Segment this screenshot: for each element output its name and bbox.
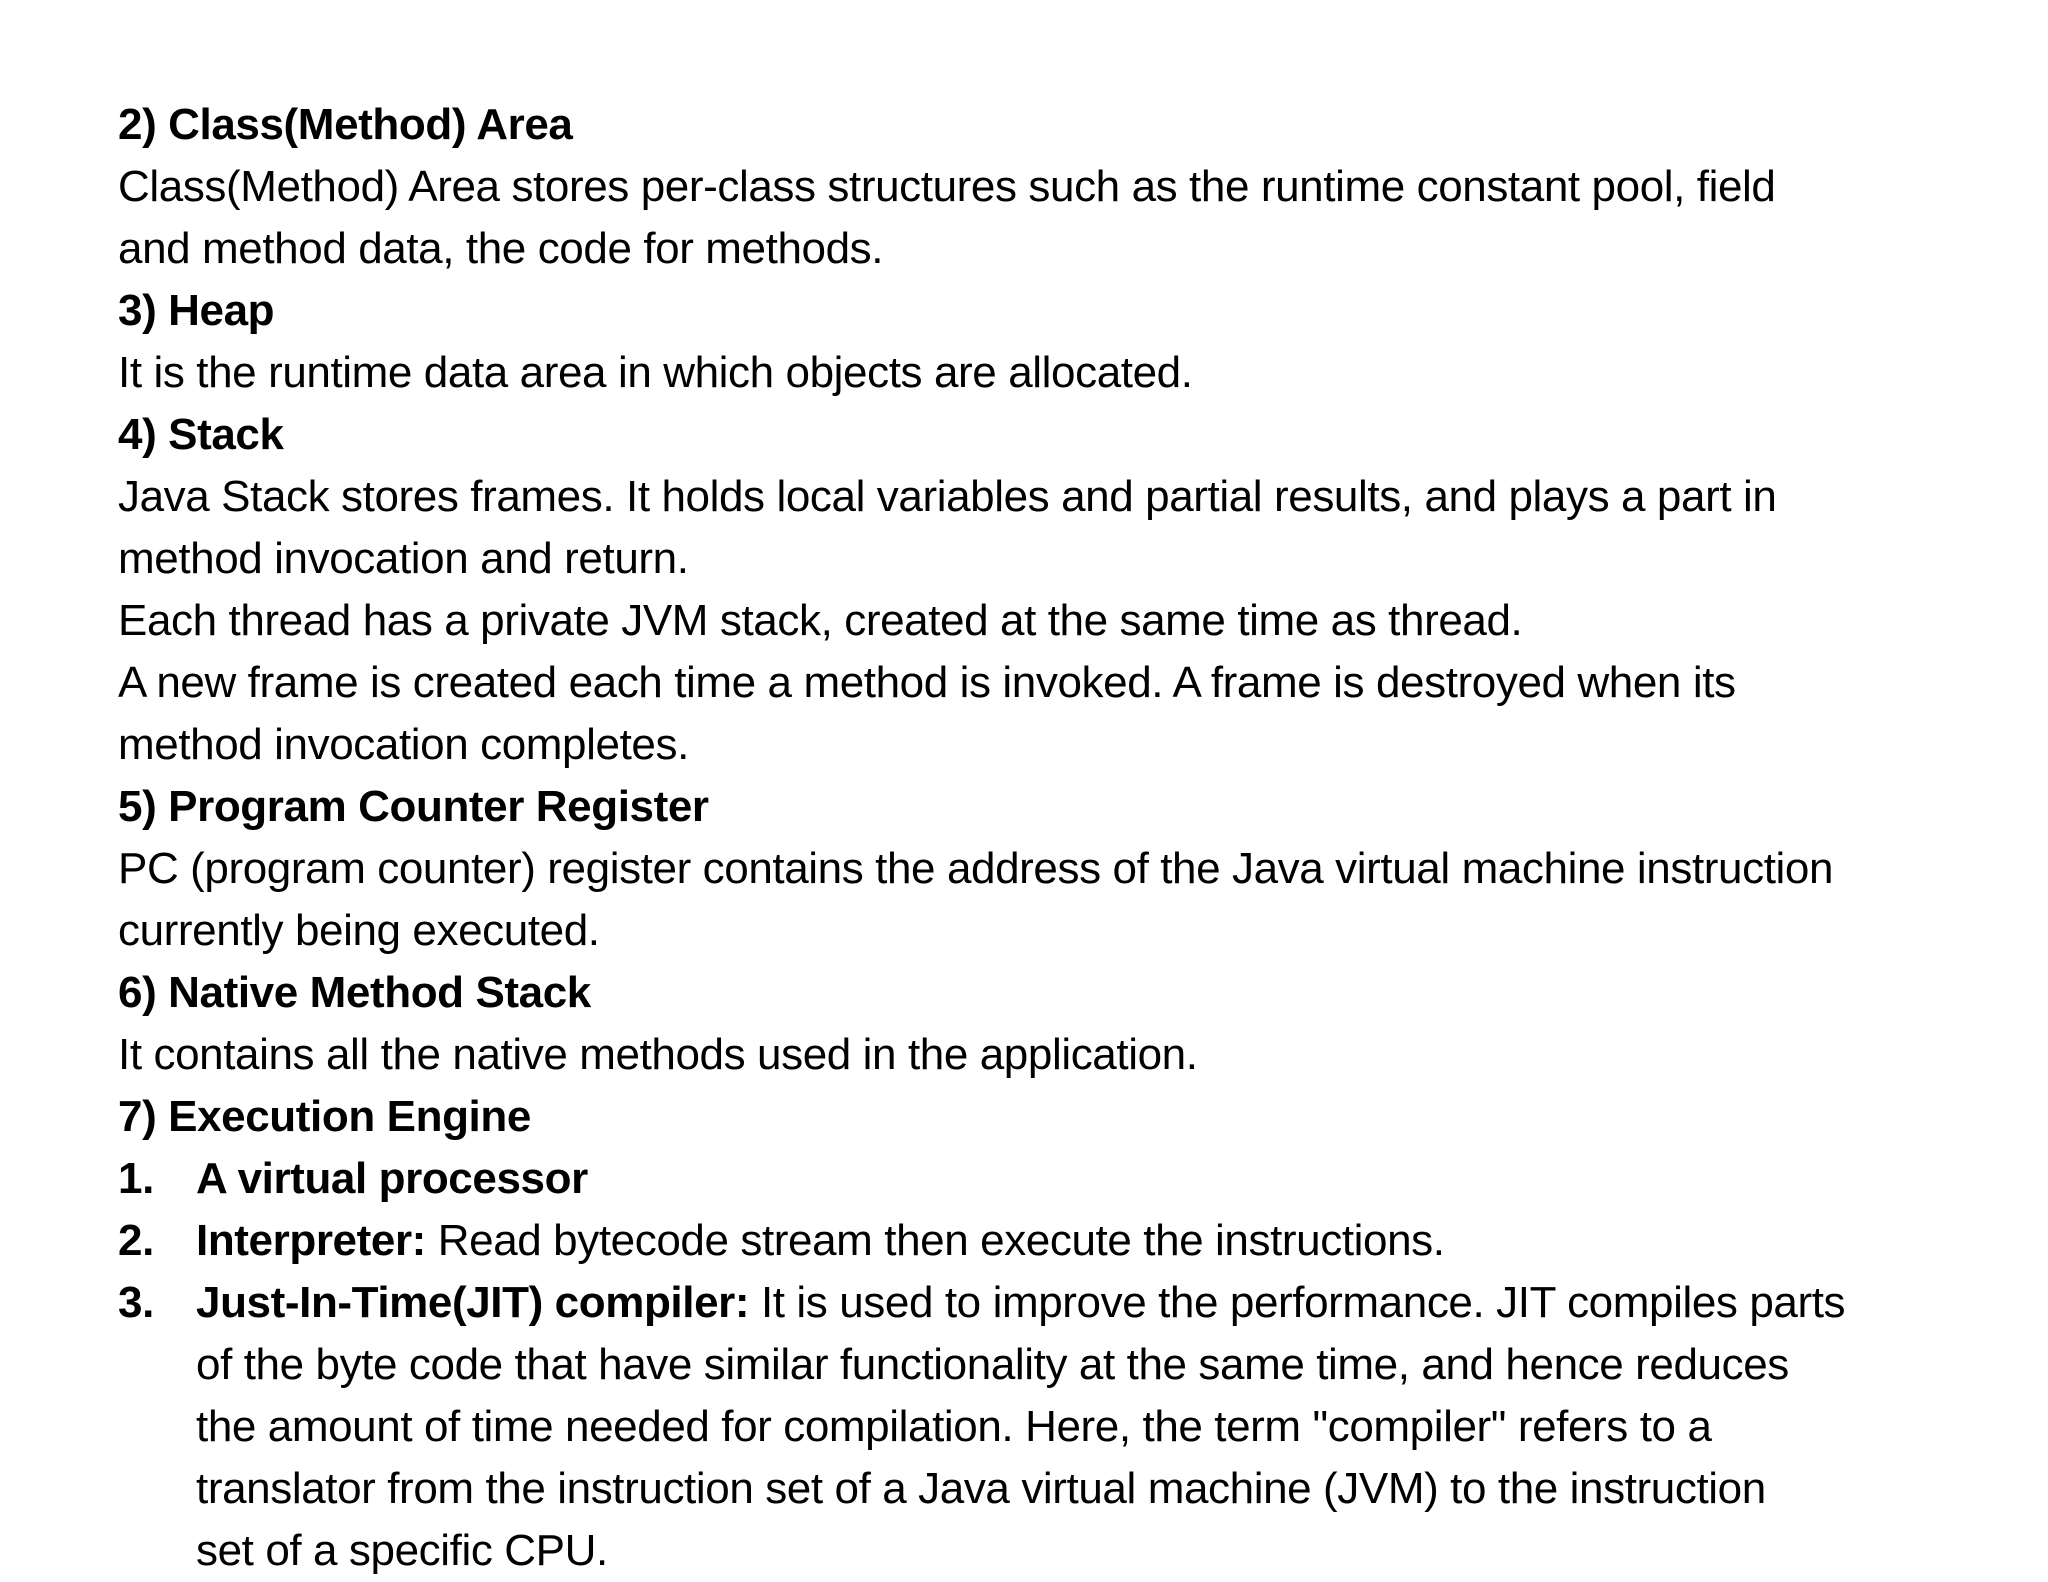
list-item-text: It is used to improve the performance. JIT compiles parts: [749, 1278, 1846, 1327]
list-item-term: Interpreter:: [196, 1216, 426, 1265]
paragraph-line: method invocation completes.: [118, 720, 689, 769]
paragraph-line: and method data, the code for methods.: [118, 224, 884, 273]
section-heading-6-native-method-stack: 6) Native Method Stack: [118, 968, 591, 1017]
paragraph-line: Class(Method) Area stores per-class structures such as the runtime constant pool, field: [118, 162, 1776, 211]
paragraph-line: PC (program counter) register contains the address of the Java virtual machine instruction: [118, 844, 1834, 893]
paragraph-line: currently being executed.: [118, 906, 600, 955]
execution-engine-list: [118, 1148, 1998, 1582]
list-item-first-line: [196, 1148, 1998, 1210]
list-item-continuation-line: the amount of time needed for compilation. Here, the term "compiler" refers to a: [196, 1402, 1712, 1451]
list-item: [118, 1210, 1998, 1272]
section-heading-4-stack: 4) Stack: [118, 410, 284, 459]
list-item-body: [196, 1210, 1998, 1272]
section-heading-5-program-counter-register: 5) Program Counter Register: [118, 782, 709, 831]
list-item-continuation-line: translator from the instruction set of a Java virtual machine (JVM) to the instruction: [196, 1464, 1766, 1513]
list-item-body: [196, 1148, 1998, 1210]
document-sections: [118, 94, 1998, 1148]
section-heading-7-execution-engine: 7) Execution Engine: [118, 1092, 531, 1141]
paragraph-line: It is the runtime data area in which objects are allocated.: [118, 348, 1193, 397]
list-item-term: Just-In-Time(JIT) compiler:: [196, 1278, 750, 1327]
list-item: [118, 1148, 1998, 1210]
list-item-first-line: [196, 1210, 1998, 1272]
list-item: [118, 1272, 1998, 1582]
section-heading-3-heap: 3) Heap: [118, 286, 275, 335]
section-heading-2-class-method-area: 2) Class(Method) Area: [118, 100, 573, 149]
list-item-number: 1.: [118, 1154, 154, 1203]
list-item-term: A virtual processor: [196, 1154, 588, 1203]
list-item-first-line: [196, 1272, 1998, 1334]
list-item-text: Read bytecode stream then execute the instructions.: [425, 1216, 1445, 1265]
paragraph-line: A new frame is created each time a method is invoked. A frame is destroyed when its: [118, 658, 1736, 707]
list-item-continuation-line: of the byte code that have similar functionality at the same time, and hence reduces: [196, 1340, 1789, 1389]
list-item-number: 3.: [118, 1278, 154, 1327]
list-item-continuation-line: set of a specific CPU.: [196, 1526, 608, 1575]
paragraph-line: Each thread has a private JVM stack, created at the same time as thread.: [118, 596, 1523, 645]
list-item-body: [196, 1272, 1998, 1582]
list-item-number: 2.: [118, 1216, 154, 1265]
paragraph-line: Java Stack stores frames. It holds local variables and partial results, and plays a part in: [118, 472, 1777, 521]
paragraph-line: method invocation and return.: [118, 534, 689, 583]
paragraph-line: It contains all the native methods used in the application.: [118, 1030, 1198, 1079]
document-page: [118, 94, 1998, 1582]
